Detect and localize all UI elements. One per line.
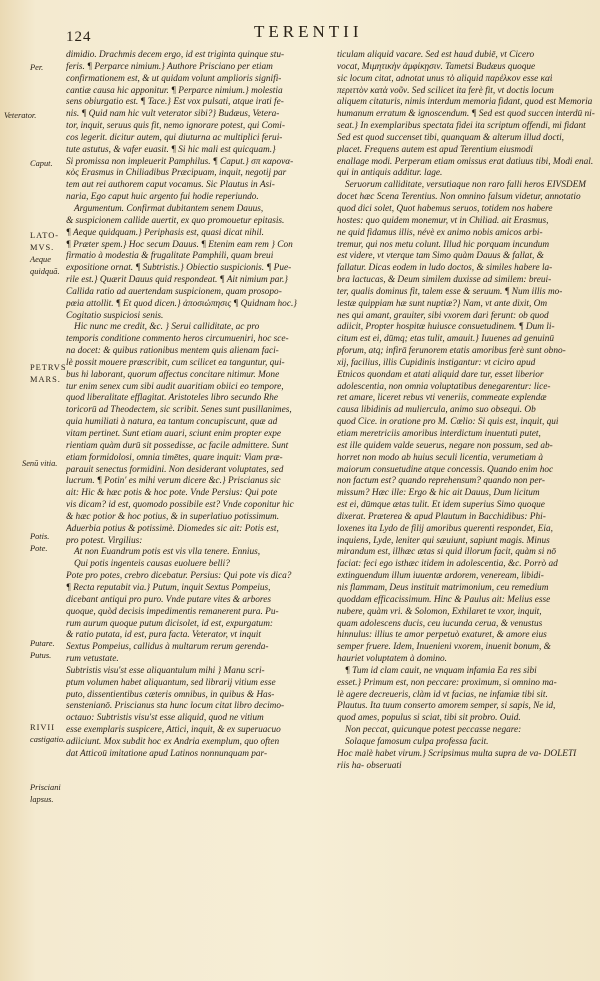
right-line: loxenes ita Lydo de filij amoribus querenti respondet, Eia, [337,523,553,534]
right-line: xij, facilius, illis Cupidinis instigantur: vt ciciro apud [337,357,536,368]
left-line: toricorū ad Theodectem, sic scribit. Senes sunt pusillanimes, [66,405,292,416]
right-line: dixerat. Præterea & apud Plautum in Bacchidibus: Phi- [337,511,546,522]
right-line: docet hæc Scena Terentius. Non omnino falsum videtur, annotatio [337,192,581,203]
right-line: hostes: quo quidem monemur, vt in Chiliad. ait Erasmus, [337,215,549,226]
left-line: rum vetustate. [66,654,119,665]
right-line: περιττὸν κατὰ νοῦν. Sed scilicet ita ferè fit, vt doctis locum [337,85,554,96]
right-line: humanum erratum & ignoscendum. ¶ Sed est quod succen interdū ni- [337,109,595,120]
margin-note-potis: Potis. [30,532,50,541]
right-line: quoddam efficacissimum. Hinc & Paulus ait: Melius esse [337,594,551,605]
margin-note-castigatio: castigatio. [30,735,66,744]
left-line: Pote pro potes, crebro dicebatur. Persius: Qui pote vis dica? [66,571,292,582]
right-line: ticulam aliquid vacare. Sed est haud dubiē, vt Cicero [337,50,535,60]
right-line: ne quid fidamus illis, névè ex animo nobis amicos arbi- [337,227,543,238]
right-line: placet. Frequens autem est apud Terentium eiusmodi [337,144,533,155]
left-line: esse exemplaris suspicere, Attici, inquit, & ex superuacuo [66,725,281,736]
right-line: est videre, vt vterque tam Simo quàm Dauus & fallat, & [337,251,544,262]
left-line: Sextus Pompeius, callidus à multarum rerum gerenda- [66,642,269,653]
left-line: dat Atticoū imitatione apud Latinos nonnunquam par- [66,748,268,759]
right-line: maiorum consuetudine atque concessis. Quando enim hoc [337,464,554,475]
left-line: sens obiurgatio est. ¶ Tace.} Est vox pulsati, atque irati fe- [66,97,284,108]
right-line: extinguendum illum iuuentæ ardorem, veneream, libidi- [337,571,544,582]
margin-note-quidquam: quidquā. [30,267,60,276]
left-line: vitam pertinet. Sunt etiam auari, sciunt enim propter expe [66,429,281,439]
left-line: quoque, quòd decisis impedimentis remanerent pura. Pu- [66,606,279,617]
left-line: & suspicionem callide auertit, ex quo promouetur epitasis. [66,215,285,226]
left-line: tor, inquit, seruus quis fit, nemo ignorare potest, qui Comi- [66,121,285,132]
left-line: ¶ Præter spem.} Hoc secum Dauus. ¶ Etenim eam rem } Con [66,239,293,250]
left-line: senstenianō. Priscianus sta hunc locum citat libro decimo- [66,701,285,712]
left-line: ¶ Recta reputabit via.} Putum, inquit Sextus Pompeius, [66,582,271,593]
left-line: tem aut rei authorem caput vocamus. Sic Plautus in Asi- [66,180,275,191]
right-line: quod ames, populus si sciat, tibi sit probro. Ouid. [337,713,521,724]
right-line: riis ha- obseruati [337,760,402,771]
margin-note-putare: Putare. [30,639,55,648]
right-line: adiicit, Propter hospitæ huiusce consuetudinem. ¶ Dum li- [337,322,555,333]
left-line: Hic nunc me credit, &c. } Serui calliditate, ac pro [74,322,260,333]
margin-note-prisciani: Prisciani [30,783,61,792]
left-line: expositione ornat. ¶ Subtristis.} Obiectio suspicionis. ¶ Pue- [66,263,292,274]
right-line: Seruorum calliditate, versutiaque non raro falli heros EIVSDEM [345,180,587,191]
right-line: non factum est? quando reprehensum? quando non per- [337,476,546,487]
left-line: Si promissa non impleuerit Pamphilus. ¶ Caput.} σπ καρονα- [66,156,294,167]
right-line: est ei, dūmque ætas tulit. Et idem superius Simo quoque [337,500,545,511]
right-line: nes qui amant, grauiter, sibi vxorem dari ferunt: ob quod [337,310,549,321]
right-line: enallage modi. Perperam etiam omissus erat datiuus tibi, Modi enal. [337,156,594,167]
margin-note-lapsus: lapsus. [30,795,54,804]
right-line: ret amare, liceret rebus vti veneriis, commeate explendæ [337,393,547,404]
left-line: feris. ¶ Perparce nimium.} Authore Prisciano per etiam [66,61,273,72]
left-line: ait: Hic & hæc potis & hoc pote. Vnde Persius: Qui pote [66,488,278,499]
right-line: lestæ quippiam hæ sunt nuptiæ?} Nam, vt ante dixit, Om [337,298,548,309]
right-line: nis flammam, Deus instituit matrimonium, ceu remedium [337,582,549,593]
left-line: Argumentum. Confirmat dubitantem senem Dauus, [74,203,264,214]
right-line: quod dici solet, Quot habemus seruos, totidem nos habere [337,203,553,214]
margin-note-veterator: Veterator. [4,111,37,120]
right-line: Etnicos quondam et atati aliquid dare tur, esset liberior [337,369,544,380]
left-line: lè possit mouere præscribit, cum scilicet ea tanguntur, qui- [66,357,285,368]
left-line: pro potest. Virgilius: [66,535,143,546]
left-line: bus hi laborant, quorum affectus concitare nitimur. Mone [66,369,280,380]
margin-note-caput: Caput. [30,159,53,168]
left-line: vis dicam? id est, quomodo possibile est? Vnde coponitur hic [66,500,294,511]
left-line: & ratio putata, id est, pura facta. Veterator, vt inquit [66,630,261,641]
right-line: Sed est quod succenset tibi, quanquam & alterum illud docti, [337,132,564,143]
left-line: Callida ratio ad auertendam suspicionem, quam prosopo- [66,286,282,297]
left-line: rile est.} Quærit Dauus quid respondeat. ¶ Ait nimium par.} [66,275,288,286]
left-line: rum aurum quoque putum dicisolet, id est, expurgatum: [66,618,274,629]
right-line: Non peccat, quicunque potest peccasse negare: [345,725,522,736]
left-line: confirmationem est, & ut quidam volunt amplioris signifi- [66,73,282,84]
right-line: vocat, Μιμητικὴν ἀμφίκῃσιν. Tametsi Budæus quoque [337,61,536,72]
left-line: parauit senectus formidini. Non desiderant voluptates, sed [66,464,284,475]
right-line: semper fruere. Idem, Inuenieni vxorem, inuenit bonum, & [337,642,551,653]
right-line: quod Cice. in oratione pro M. Cœlio: Si quis est, inquit, qui [337,417,559,428]
right-line: Plautus. Ita tuum conserto amorem semper, si sapis, Ne id, [337,701,556,712]
left-line: pœia attollit. ¶ Et quod dicen.} ἀποσιώπησις ¶ Quidnam hoc.} [66,298,297,309]
left-line: octauo: Subtristis visu'st esse aliquid, quod ne vitium [66,713,264,724]
left-line: ¶ Aeque quidquam.} Periphasis est, quasi dicat nihil. [66,227,264,238]
left-line: At non Euandrum potis est vis vlla tenere. Ennius, [74,547,261,558]
margin-note-mus: MVS. [30,243,55,252]
margin-note-lato: LATO- [30,231,60,240]
left-line: lucrum. ¶ Potin' es mihi verum dicere &c.} Priscianus sic [66,476,281,487]
left-line: κὸς Erasmus in Chiliadibus Præcipuam, inquit, negotij par [66,168,287,179]
left-line: ptum volumen habet aliquantum, sed librarij vitium esse [66,677,276,688]
left-line: adiiciunt. Mox subdit hoc ex Andria exemplum, quo often [66,736,280,747]
right-line: qui in antiquis additur. lage. [337,168,443,179]
right-line: nubere, quàm vri. & Solomon, Exhilaret te vxor, inquit, [337,606,542,617]
right-line: etiam meretriciis amoribus interdictum inuentuti putet, [337,429,541,439]
margin-note-per: Per. [30,63,44,72]
left-text-column [66,50,335,772]
right-line: sic locum citat, adnotat unus τὸ aliquid παρέλκον esse καὶ [337,73,553,84]
right-line: tremur, qui nos metu colunt. Illud hic porquam incundum [337,239,550,250]
left-line: tur enim senex cum sibi audit auaritiam obiici eo tempore, [66,381,284,392]
left-line: temporis conditione commento heros circumueniri, hoc sce- [66,334,289,345]
left-line: puto, dissentientibus cæteris omnibus, in quibus & Has- [66,689,275,700]
left-line: Qui potis ingenteis causas euoluere belli? [74,559,230,570]
left-line: Aduerbia potius & potissimè. Diomedes sic ait: Potis est, [66,523,279,534]
right-line: inquiens, Lyde, leniter qui sæuiunt, sapiunt magis. Minus [337,535,550,546]
left-line: dimidio. Drachmis decem ergo, id est triginta quinque stu- [66,50,285,60]
right-line: hauriet voluptatem à domino. [337,654,448,665]
left-line: na docet: & quibus rationibus mentem quis alienam faci- [66,346,279,357]
right-line: Hoc malè habet virum.} Scripsimus multa supra de va- DOLETI [337,748,577,759]
margin-note-mars: MARS. [30,375,61,384]
margin-note-petrus: PETRVS [30,363,67,372]
left-line: & hæc potior & hoc potius, & in superlatiuo potissimum. [66,511,280,522]
left-line: Cogitatio suspiciosi senis. [66,310,164,321]
left-line [66,761,335,773]
left-line: cantiæ causa hic apponitur. ¶ Perparce nimium.} molestia [66,85,283,96]
left-line: firmatio à modestia & frugalitate Pamphili, quam breui [66,251,274,262]
margin-note-senu-vitia: Senū vitia. [22,459,58,468]
left-line: dicebant antiqui pro puro. Vnde putare vites & arbores [66,594,271,605]
right-line: hinnulus: illius te amor perpetuò exaturet, & amore eius [337,630,547,641]
left-line: quia humiliati à natura, ea tantum concupiscunt, quæ ad [66,417,278,428]
left-line: cos legerit. dicitur autem, qui diuturna ac multiplici ferui- [66,132,283,143]
right-line: est ille quidem valde seuerus, negare non possum, sed ab- [337,440,553,451]
left-line: quod liberalitate efflagitat. Aristoteles libro secundo Rhe [66,393,278,404]
right-line: pforum, atq; infirā ferunorem etatis amoribus ferè sunt obno- [337,346,566,357]
margin-note-aeque: Aeque [30,255,51,264]
right-line: causa libidinis ad muliercula, animo suo obsequi. Ob [337,405,536,416]
right-text-column [337,50,595,772]
left-line: rientiam quàm durū sit possedisse, ac facile admittere. Sunt [66,440,289,451]
right-line: ¶ Tum id clam cauit, ne vnquam infamia Ea res sibi [345,665,537,676]
right-line: horret non modo ab huius seculi licentia, verumetiam à [337,452,543,463]
left-line: tute astutus, & vafer euasit. ¶ Si hic mali est quicquam.} [66,144,276,155]
right-line: mirandum est, illhæc ætas si quid illorum facit, quàm si nō [337,547,557,558]
page-number: 124 [66,29,92,45]
right-line: esset.} Primum est, non peccare: proximum, si omnino ma- [337,677,557,688]
left-line: naria, Ego caput huic argento fui hodie reperiundo. [66,192,259,203]
margin-note-putus: Putus. [30,651,52,660]
right-line: lè agere decreueris, clàm id vt facias, ne infamiæ tibi sit. [337,689,548,700]
margin-note-rivii: RIVII [30,723,56,732]
running-head: TERENTII [254,22,363,41]
right-line: adolescentia, non omnia voluptatibus denegarentur: lice- [337,381,551,392]
right-line: Solaque famosum culpa professa facit. [345,736,489,747]
right-line: citum est ei, dūmq; etas tulit, amauit.} Iuuenes ad genuinū [337,334,554,345]
left-line: Subtristis visu'st esse aliquantulum mihi } Manu scri- [66,665,265,676]
left-line: nis. ¶ Quid nam hic vult veterator sibi?} Budæus, Vetera- [66,109,280,120]
right-line: ter, qualis dominus fit, talem esse & seruum. ¶ Num illis mo- [337,286,563,297]
left-line: etiam formidolosi, omnia timētes, quare inquit: Viam præ- [66,452,283,463]
margin-note-pote: Pote. [30,544,48,553]
right-line: bra lactucas, & Deum similem duxisse ad similem: breui- [337,275,552,286]
right-line: fallatur. Dicas eodem in ludo doctos, & similes habere la- [337,263,553,274]
right-line: seat.} In exemplaribus spectata fidei ita scriptum offendi, mi fidant [337,121,586,132]
right-line: faciat: feci ego isthæc itidem in adolescentia, &c. Porrò ad [337,559,558,570]
right-line: missum? Hæc ille: Ergo & hic ait Dauus, Dum licitum [337,488,540,499]
right-line: quam adolescens ducis, ceu iucunda cerua, & venustus [337,618,543,629]
right-line: aliquem citaturis, nimis interdum memoria fidant, quod est Memoria [337,97,593,108]
